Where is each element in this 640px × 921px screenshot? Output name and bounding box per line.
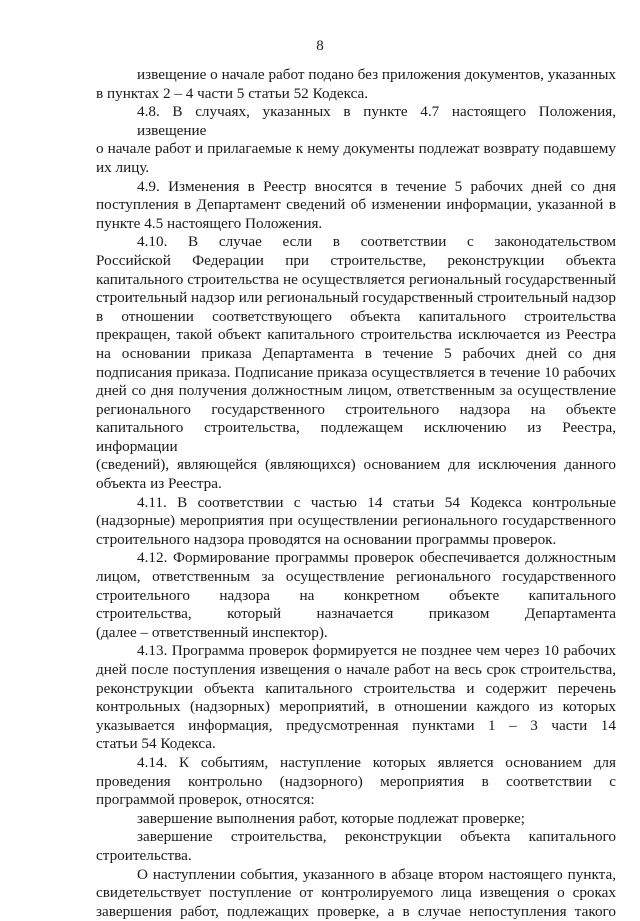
text-line: Российской Федерации при строительстве, реконструкции объекта: [96, 251, 616, 269]
text-line: 4.9. Изменения в Реестр вносятся в течение 5 рабочих дней со дня: [137, 177, 616, 195]
text-line: завершение выполнения работ, которые подлежат проверке;: [137, 809, 525, 827]
text-line: регионального государственного строительного надзора на объекте: [96, 400, 616, 418]
text-line: (далее – ответственный инспектор).: [96, 623, 328, 641]
text-line: контрольных (надзорных) мероприятий, в отношении каждого из которых: [96, 698, 616, 716]
text-line: прекращен, такой объект капитального строительства исключается из Реестра: [96, 326, 616, 344]
text-line: их лицу.: [96, 158, 150, 176]
text-line: строительный надзор или региональный государственный строительный надзор: [96, 289, 616, 307]
text-line: строительства.: [96, 846, 192, 864]
text-line: строительства, который назначается приказом Департамента: [96, 605, 616, 623]
text-line: 4.10. В случае если в соответствии с законодательством: [137, 233, 616, 251]
text-line: указывается информация, предусмотренная пунктами 1 – 3 части 14: [96, 716, 616, 734]
text-line: строительного надзора на конкретном объекте капитального: [96, 586, 616, 604]
text-line: дней со дня получения должностным лицом, ответственным за осуществление: [96, 382, 616, 400]
text-line: строительного надзора проводятся на основании программы проверок.: [96, 530, 557, 548]
text-line: завершения работ, подлежащих проверке, а в случае непоступления такого: [96, 902, 616, 920]
text-line: капитального строительства не осуществляется региональный государственный: [96, 270, 616, 288]
text-line: (сведений), являющейся (являющихся) основанием для исключения данного: [96, 456, 616, 474]
text-line: лицом, ответственным за осуществление регионального государственного: [96, 568, 616, 586]
text-line: о начале работ и прилагаемые к нему документы подлежат возврату подавшему: [96, 140, 616, 158]
text-line: извещение о начале работ подано без приложения документов, указанных: [137, 66, 617, 83]
text-line: на основании приказа Департамента в течение 5 рабочих дней со дня: [96, 344, 616, 362]
text-line: капитального строительства, подлежащем исключению из Реестра, информации: [96, 419, 616, 455]
document-body: [96, 66, 616, 921]
text-line: поступления в Департамент сведений об изменении информации, указанной в: [96, 196, 616, 214]
page-number: 8: [316, 38, 324, 54]
text-line: завершение строительства, реконструкции объекта капитального: [137, 828, 616, 846]
text-line: пункте 4.5 настоящего Положения.: [96, 214, 323, 232]
text-line: объекта из Реестра.: [96, 475, 222, 493]
text-line: 4.12. Формирование программы проверок обеспечивается должностным: [137, 549, 616, 567]
text-line: статьи 54 Кодекса.: [96, 735, 216, 753]
text-line: дней после поступления извещения о начале работ на весь срок строительства,: [96, 661, 616, 678]
text-line: проведения контрольно (надзорного) мероприятия в соответствии с: [96, 772, 616, 790]
text-line: подписания приказа. Подписание приказа осуществляется в течение 10 рабочих: [96, 363, 616, 381]
text-line: программой проверок, относятся:: [96, 791, 315, 809]
text-line: реконструкции объекта капитального строительства и содержит перечень: [96, 679, 616, 697]
text-line: О наступлении события, указанного в абзаце втором настоящего пункта,: [137, 865, 616, 883]
text-line: (надзорные) мероприятия при осуществлении регионального государственного: [96, 512, 616, 530]
text-line: 4.13. Программа проверок формируется не позднее чем через 10 рабочих: [137, 642, 616, 660]
text-line: в отношении соответствующего объекта капитального строительства: [96, 307, 616, 325]
text-line: 4.14. К событиям, наступление которых является основанием для: [137, 753, 616, 771]
text-line: свидетельствует поступление от контролируемого лица извещения о сроках: [96, 884, 616, 902]
text-line: 4.11. В соответствии с частью 14 статьи 54 Кодекса контрольные: [137, 493, 616, 511]
text-line: 4.8. В случаях, указанных в пункте 4.7 настоящего Положения, извещение: [137, 103, 616, 139]
text-line: в пунктах 2 – 4 части 5 статьи 52 Кодекса.: [96, 84, 369, 102]
